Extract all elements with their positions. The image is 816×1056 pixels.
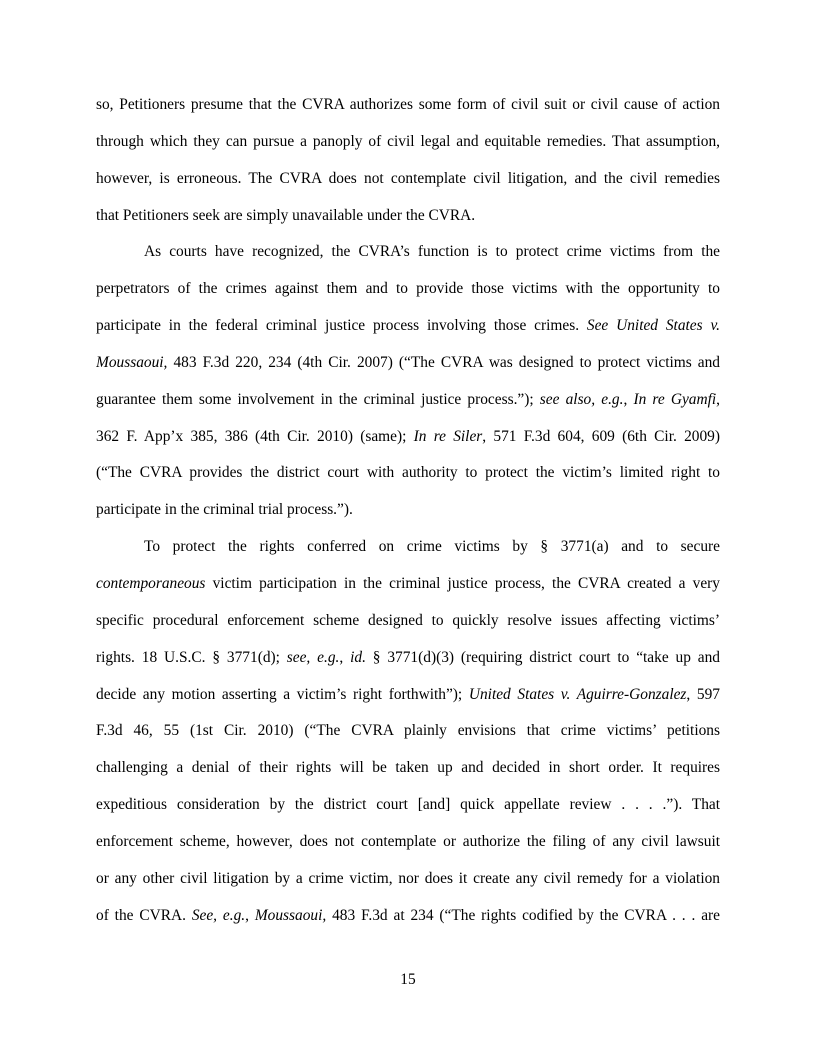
text-line: so, Petitioners presume that the CVRA authorizes some form of civil suit or civil cause of action	[96, 96, 720, 113]
case-name: United States v. Aguirre-Gonzalez	[468, 685, 687, 703]
text-run: , 571 F.3d 604, 609 (6th Cir. 2009)	[482, 427, 720, 445]
text-line: or any other civil litigation by a crime victim, nor does it create any civil remedy for a violation	[96, 869, 720, 887]
text-line: As courts have recognized, the CVRA’s function is to protect crime victims from the	[144, 243, 720, 261]
text-run: 483 F.3d at 234 (“The rights codified by the CVRA . . . are	[326, 906, 720, 924]
emphasis: contemporaneous	[96, 574, 206, 592]
text-run: ,	[339, 648, 351, 666]
citation-signal: See United States v.	[586, 317, 720, 335]
text-run: decide any motion asserting a victim’s right forthwith”);	[96, 685, 469, 703]
citation-signal: See, e.g.	[191, 906, 246, 924]
text-run: ,	[716, 390, 720, 408]
text-line: F.3d 46, 55 (1st Cir. 2010) (“The CVRA plainly envisions that crime victims’ petitions	[96, 722, 720, 740]
case-name: In re Siler	[413, 427, 483, 445]
paragraph-3	[96, 529, 720, 934]
text-run: guarantee them some involvement in the criminal justice process.”);	[96, 390, 540, 408]
citation-signal: see, e.g.	[286, 648, 340, 666]
page-number: 15	[400, 971, 416, 988]
text-line	[96, 345, 720, 382]
text-run: 362 F. App’x 385, 386 (4th Cir. 2010) (same);	[96, 427, 414, 445]
case-name: Moussaoui,	[96, 353, 168, 371]
text-line: challenging a denial of their rights will be taken up and decided in short order. It requires	[96, 759, 720, 777]
text-run: rights. 18 U.S.C. § 3771(d);	[96, 648, 287, 666]
text-run: 483 F.3d 220, 234 (4th Cir. 2007) (“The CVRA was designed to protect victims and	[167, 353, 720, 371]
text-line: perpetrators of the crimes against them and to provide those victims with the opportunity to	[96, 280, 720, 298]
text-line: participate in the criminal trial process.”).	[96, 501, 353, 519]
text-run: ,	[245, 906, 255, 924]
text-run: § 3771(d)(3) (requiring district court to “take up and	[365, 648, 720, 666]
text-line: To protect the rights conferred on crime victims by § 3771(a) and to secure	[144, 538, 720, 556]
text-line	[96, 308, 720, 345]
citation-signal: id.	[350, 648, 366, 666]
text-line: specific procedural enforcement scheme designed to quickly resolve issues affecting victims’	[96, 611, 720, 629]
text-line	[96, 419, 720, 456]
text-run: of the CVRA.	[96, 906, 192, 924]
text-line: (“The CVRA provides the district court with authority to protect the victim’s limited right to	[96, 464, 720, 482]
text-run: participate in the federal criminal justice process involving those crimes.	[96, 317, 587, 335]
text-run: ,	[623, 390, 634, 408]
text-line: through which they can pursue a panoply of civil legal and equitable remedies. That assumption,	[96, 132, 720, 150]
text-line: however, is erroneous. The CVRA does not contemplate civil litigation, and the civil remedies	[96, 169, 720, 187]
text-line	[96, 566, 720, 603]
text-line: enforcement scheme, however, does not contemplate or authorize the filing of any civil lawsuit	[96, 832, 720, 850]
text-line	[96, 382, 720, 419]
paragraph-1	[96, 87, 720, 234]
text-line	[96, 640, 720, 677]
case-name: Moussaoui,	[254, 906, 327, 924]
document-body	[96, 87, 720, 934]
text-line	[96, 677, 720, 714]
text-line: expeditious consideration by the district court [and] quick appellate review . . . .”). That	[96, 796, 720, 814]
text-run: victim participation in the criminal justice process, the CVRA created a very	[205, 574, 720, 592]
text-line	[96, 898, 720, 935]
text-run: , 597	[686, 685, 720, 703]
text-line: that Petitioners seek are simply unavailable under the CVRA.	[96, 206, 476, 224]
paragraph-2	[96, 234, 720, 529]
case-name: In re Gyamfi	[633, 390, 717, 408]
citation-signal: see also, e.g.	[539, 390, 624, 408]
